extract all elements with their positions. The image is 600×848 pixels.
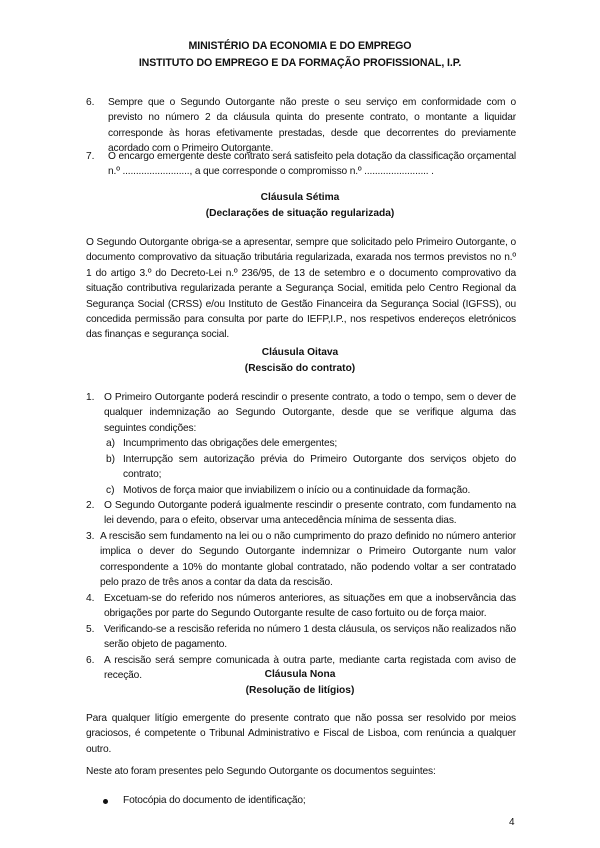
subitem-text: Incumprimento das obrigações dele emergentes; xyxy=(123,438,338,449)
item-number: 7. xyxy=(86,151,95,162)
item-text: O Primeiro Outorgante poderá rescindir o presente contrato, a todo o tempo, sem o dever de qualquer indemnização ao Segundo Outorgante, desde que se verifique alguma das seguintes condições: xyxy=(104,392,516,434)
clause-title: Cláusula Oitava xyxy=(261,347,339,358)
document-list-item: Fotocópia do documento de identificação; xyxy=(123,795,306,806)
item-number: 5. xyxy=(86,624,95,635)
bullet-icon xyxy=(103,799,108,804)
item-number: 6. xyxy=(86,97,95,108)
clause-subtitle: (Declarações de situação regularizada) xyxy=(205,208,395,219)
item-text: Excetuam-se do referido nos números anteriores, as situações em que a inobservância das obrigações por parte do Segundo Outorgante resulte de caso fortuito ou de força maior. xyxy=(104,593,516,620)
clause-title: Cláusula Sétima xyxy=(260,192,340,203)
item-text: Sempre que o Segundo Outorgante não preste o seu serviço em conformidade com o previsto no número 2 da cláusula quinta do presente contrato, o montante a liquidar corresponde às horas efetivamente prestadas, desde que decorrentes do previamente acordado com o Primeiro Outorgante. xyxy=(108,97,516,155)
item-text: O Segundo Outorgante poderá igualmente rescindir o presente contrato, com fundamento na lei devendo, para o efeito, observar uma antecedência mínima de sessenta dias. xyxy=(104,500,516,527)
subitem-text: Interrupção sem autorização prévia do Primeiro Outorgante dos serviços objeto do contrato; xyxy=(123,454,516,481)
item-text: Verificando-se a rescisão referida no número 1 desta cláusula, os serviços não realizados não serão objeto de pagamento. xyxy=(104,624,516,651)
documents-intro: Neste ato foram presentes pelo Segundo Outorgante os documentos seguintes: xyxy=(86,766,436,777)
clause-body: Para qualquer litígio emergente do presente contrato que não possa ser resolvido por meios graciosos, é competente o Tribunal Administrativo e Fiscal de Lisboa, com renúncia a qualquer outro. xyxy=(86,713,516,755)
clause-subtitle: (Resolução de litígios) xyxy=(245,685,355,696)
item-number: 2. xyxy=(86,500,95,511)
item-number: 6. xyxy=(86,655,95,666)
subitem-letter: a) xyxy=(106,438,116,449)
clause-subtitle: (Rescisão do contrato) xyxy=(244,363,356,374)
item-text: O encargo emergente deste contrato será satisfeito pela dotação da classificação orçamental n.º ........................., a que corresponde o compromisso n.º ........................ . xyxy=(108,151,516,178)
item-number: 1. xyxy=(86,392,95,403)
header-institute: INSTITUTO DO EMPREGO E DA FORMAÇÃO PROFISSIONAL, I.P. xyxy=(138,57,462,69)
header-ministry: MINISTÉRIO DA ECONOMIA E DO EMPREGO xyxy=(188,40,412,52)
subitem-letter: c) xyxy=(106,485,115,496)
item-text: A rescisão será sempre comunicada à outra parte, mediante carta registada com aviso de receção. xyxy=(104,655,516,682)
item-number: 3. xyxy=(86,531,95,542)
page-number: 4 xyxy=(509,817,515,828)
clause-title: Cláusula Nona xyxy=(264,669,336,680)
subitem-letter: b) xyxy=(106,454,116,465)
item-text: A rescisão sem fundamento na lei ou o não cumprimento do prazo definido no número anterior implica o dever do Segundo Outorgante indemnizar o Primeiro Outorgante num valor correspondente a 10% do montante global contratado, não podendo voltar a ser contratado pelo prazo de três anos a contar da data da rescisão. xyxy=(100,531,516,589)
subitem-text: Motivos de força maior que inviabilizem o início ou a continuidade da formação. xyxy=(123,485,471,496)
clause-body: O Segundo Outorgante obriga-se a apresentar, sempre que solicitado pelo Primeiro Outorgante, o documento comprovativo da situação tributária regularizada, exarada nos termos previstos no n.º 1 do artigo 3.º do Decreto-Lei n.º 236/95, de 13 de setembro e o documento comprovativo da situação contributiva regularizada perante a Segurança Social, emitida pelo Centro Regional da Segurança Social (CRSS) e/ou Instituto de Gestão Financeira da Segurança Social (IGFSS), ou concedida permissão para consulta por parte do IEFP,I.P., nos respetivos endereços eletrónicos das finanças e segurança social. xyxy=(86,237,516,341)
item-number: 4. xyxy=(86,593,95,604)
